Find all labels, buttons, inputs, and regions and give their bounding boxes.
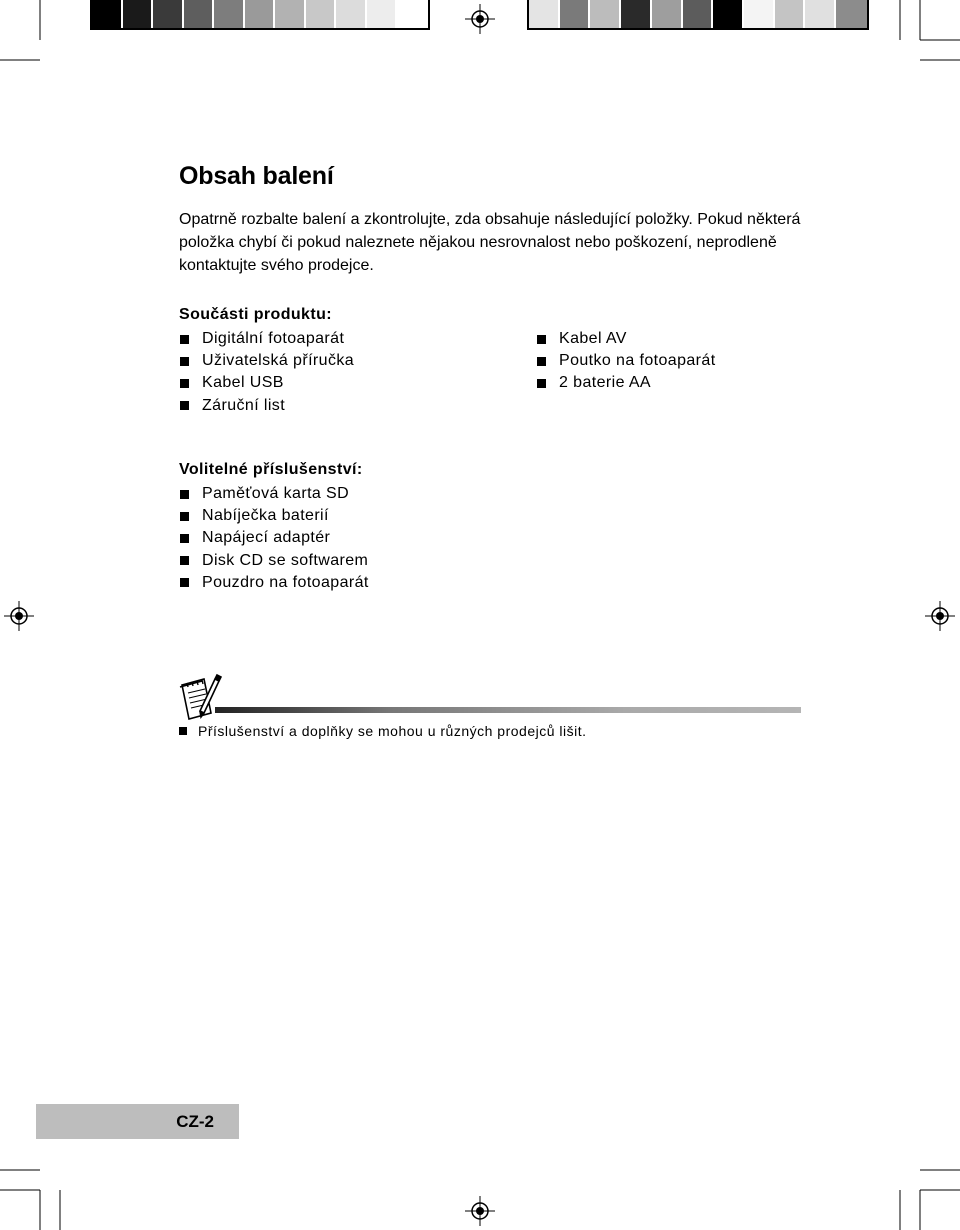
- list-item: Kabel USB: [180, 372, 354, 394]
- note-text: Příslušenství a doplňky se mohou u různých prodejců lišit.: [198, 723, 587, 739]
- square-bullet-icon: [180, 357, 189, 366]
- accessories-list: [180, 483, 369, 594]
- square-bullet-icon: [180, 401, 189, 410]
- square-bullet-icon: [180, 534, 189, 543]
- components-heading: Součásti produktu:: [179, 306, 332, 323]
- list-item: Poutko na fotoaparát: [537, 350, 716, 372]
- list-item: Disk CD se softwarem: [180, 550, 369, 572]
- square-bullet-icon: [180, 335, 189, 344]
- square-bullet-icon: [537, 357, 546, 366]
- square-bullet-icon: [180, 379, 189, 388]
- page-title: Obsah balení: [179, 162, 334, 190]
- list-item: Napájecí adaptér: [180, 527, 369, 549]
- note-item: [179, 723, 587, 739]
- components-left-list: [180, 328, 354, 417]
- list-item: 2 baterie AA: [537, 372, 716, 394]
- components-right-list: [537, 328, 716, 395]
- notepad-pencil-icon: [178, 673, 222, 721]
- square-bullet-icon: [180, 490, 189, 499]
- square-bullet-icon: [180, 578, 189, 587]
- list-item: Uživatelská příručka: [180, 350, 354, 372]
- list-item: Záruční list: [180, 395, 354, 417]
- square-bullet-icon: [537, 335, 546, 344]
- page-number-box: [36, 1104, 239, 1139]
- square-bullet-icon: [180, 556, 189, 565]
- note-divider: [215, 707, 801, 713]
- square-bullet-icon: [180, 512, 189, 521]
- list-item: Digitální fotoaparát: [180, 328, 354, 350]
- accessories-heading: Volitelné příslušenství:: [179, 461, 363, 478]
- square-bullet-icon: [179, 727, 187, 735]
- page-number: CZ-2: [176, 1112, 214, 1131]
- list-item: Paměťová karta SD: [180, 483, 369, 505]
- square-bullet-icon: [537, 379, 546, 388]
- list-item: Pouzdro na fotoaparát: [180, 572, 369, 594]
- intro-paragraph: Opatrně rozbalte balení a zkontrolujte, zda obsahuje následující položky. Pokud některá položka chybí či pokud naleznete nějakou nesrovnalost nebo poškození, neprodleně kontaktujte svého prodejce.: [179, 211, 801, 274]
- list-item: Nabíječka baterií: [180, 505, 369, 527]
- list-item: Kabel AV: [537, 328, 716, 350]
